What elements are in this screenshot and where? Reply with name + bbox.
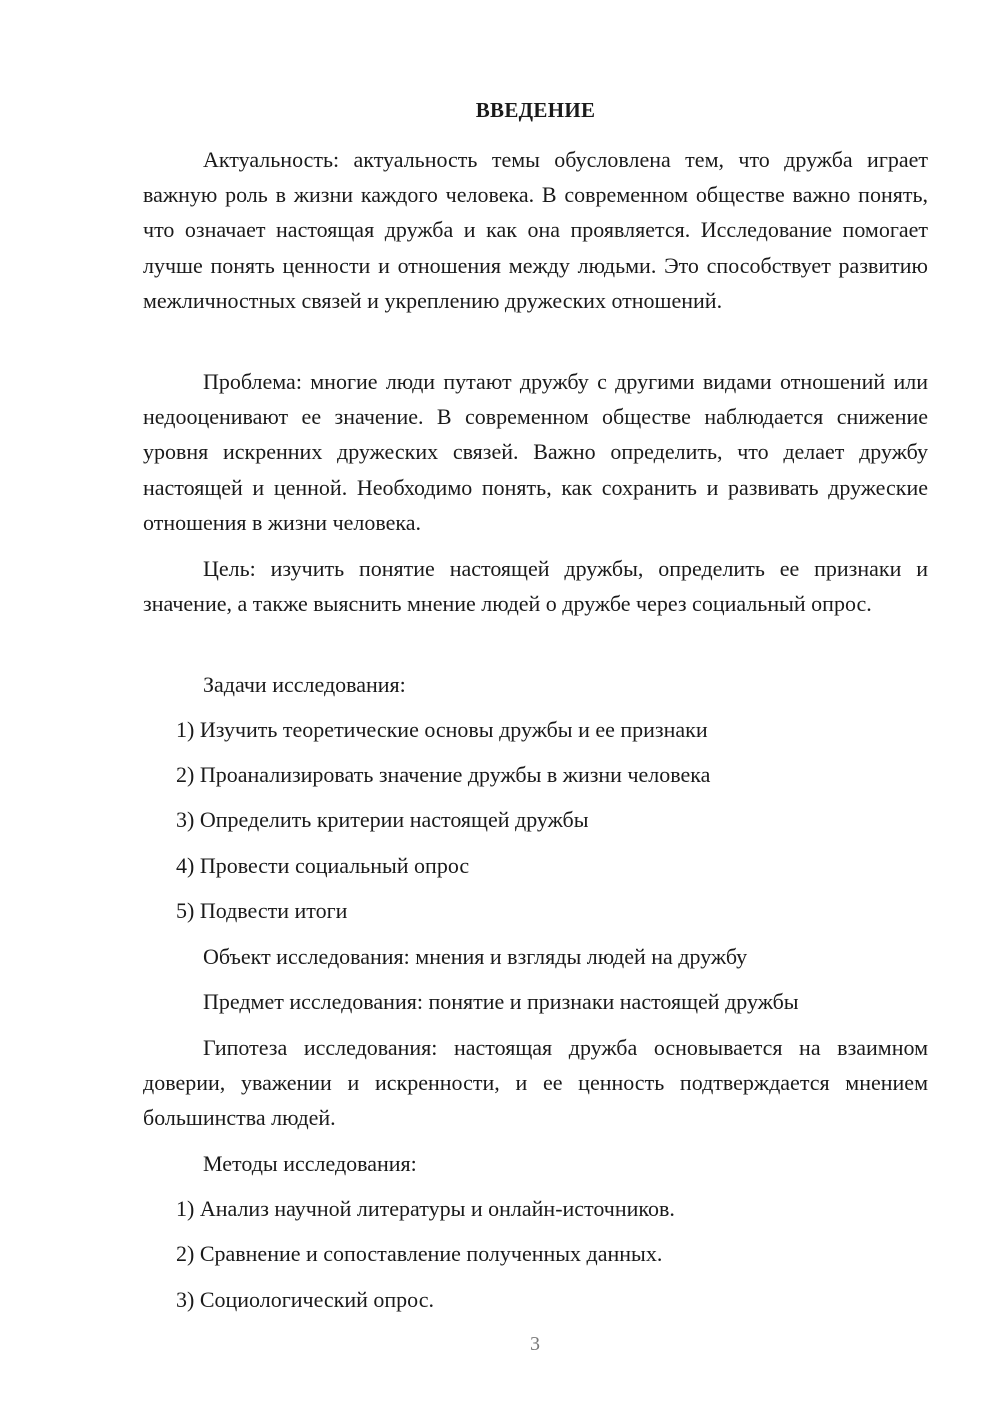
list-item: 2) Сравнение и сопоставление полученных данных. xyxy=(176,1241,663,1266)
list-item: 2) Проанализировать значение дружбы в жизни человека xyxy=(176,762,711,787)
list-item: 5) Подвести итоги xyxy=(176,898,348,923)
list-item: 3) Определить критерии настоящей дружбы xyxy=(176,807,589,832)
hypothesis-paragraph: Гипотеза исследования: настоящая дружба основывается на взаимном доверии, уважении и искренности, и ее ценность подтверждается мнением большинства людей. xyxy=(143,1035,928,1131)
page-number: 3 xyxy=(530,1333,540,1355)
problem-paragraph: Проблема: многие люди путают дружбу с другими видами отношений или недооценивают ее значение. В современном обществе наблюдается снижение уровня искренних дружеских связей. Важно определить, что делает дружбу настоящей и ценной. Необходимо понять, как сохранить и развивать дружеские отношения в жизни человека. xyxy=(143,369,928,535)
list-item: 1) Изучить теоретические основы дружбы и ее признаки xyxy=(176,717,708,742)
list-item: 4) Провести социальный опрос xyxy=(176,853,470,878)
subject-line: Предмет исследования: понятие и признаки настоящей дружбы xyxy=(203,989,799,1014)
section-heading: ВВЕДЕНИЕ xyxy=(475,98,596,122)
relevance-paragraph: Актуальность: актуальность темы обусловлена тем, что дружба играет важную роль в жизни каждого человека. В современном обществе важно понять, что означает настоящая дружба и как она проявляется. Исследование помогает лучше понять ценности и отношения между людьми. Это способствует развитию межличностных связей и укреплению дружеских отношений. xyxy=(143,147,928,313)
list-item: 1) Анализ научной литературы и онлайн-источников. xyxy=(176,1196,675,1221)
tasks-label: Задачи исследования: xyxy=(203,672,406,697)
list-item: 3) Социологический опрос. xyxy=(176,1287,434,1312)
object-line: Объект исследования: мнения и взгляды людей на дружбу xyxy=(203,944,748,969)
goal-paragraph: Цель: изучить понятие настоящей дружбы, определить ее признаки и значение, а также выяснить мнение людей о дружбе через социальный опрос. xyxy=(143,556,928,617)
methods-label: Методы исследования: xyxy=(203,1151,417,1176)
